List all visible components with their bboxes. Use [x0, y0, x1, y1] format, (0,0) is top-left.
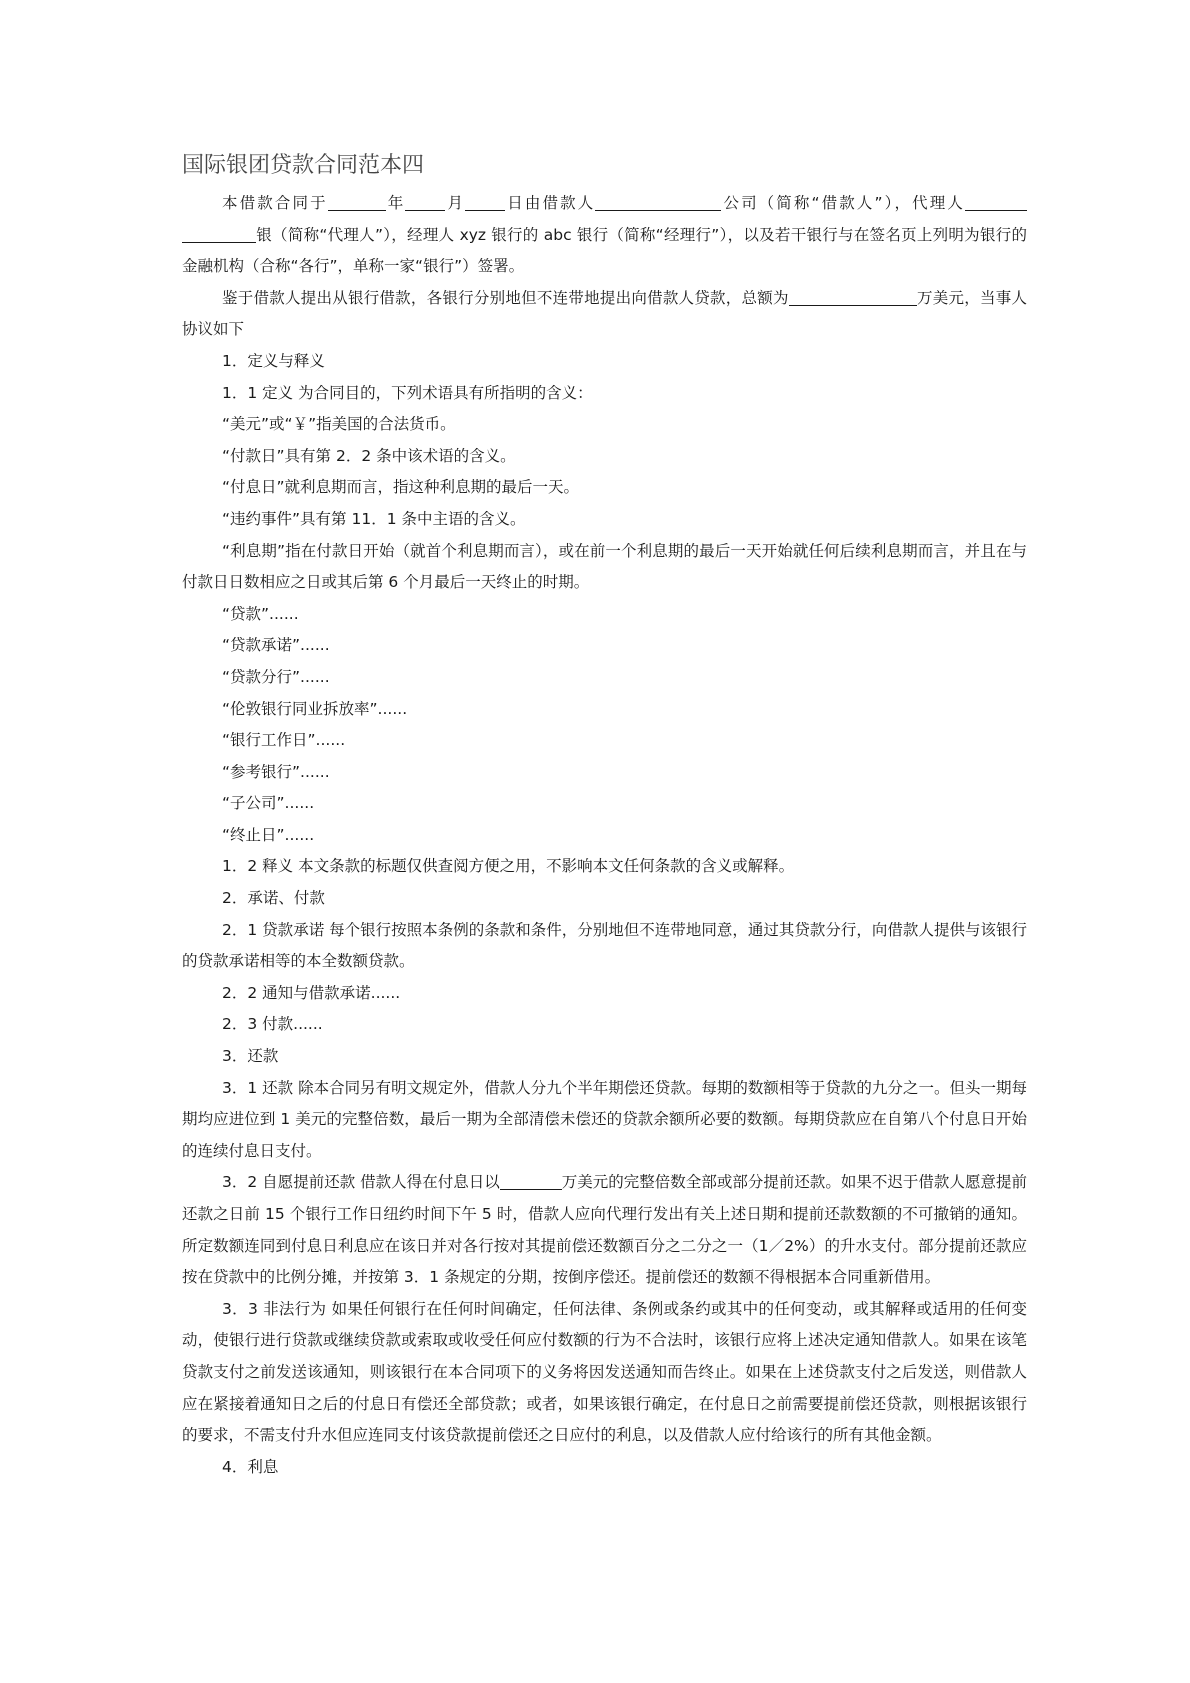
clause-paragraph-3-3: 3．3 非法行为 如果任何银行在任何时间确定，任何法律、条例或条约或其中的任何变动，或其解释或适用的任何变动，使银行进行贷款或继续贷款或索取或收受任何应付数额的行为不合法时，该银行应将上述决定通知借款人。如果在该笔贷款支付之前发送该通知，则该银行在本合同项下的义务将因发送通知而告终止。如果在上述贷款支付之后发送，则借款人应在紧接着通知日之后的付息日有偿还全部贷款；或者，如果该银行确定，在付息日之前需要提前偿还贷款，则根据该银行的要求，不需支付升水但应连同支付该贷款提前偿还之日应付的利息，以及借款人应付给该行的所有其他金额。: [182, 1299, 1027, 1445]
clause-paragraph: “银行工作日”......: [222, 731, 346, 750]
clause-paragraph: “贷款承诺”......: [222, 636, 330, 655]
document-page: [182, 150, 1027, 1483]
clause-paragraph: “违约事件”具有第 11．1 条中主语的含义。: [222, 509, 526, 528]
clause-text: 3．2 自愿提前还款 借款人得在付息日以: [222, 1173, 500, 1192]
clause-paragraph: 1．2 释义 本文条款的标题仅供查阅方便之用，不影响本文任何条款的含义或解释。: [222, 857, 795, 876]
clause-paragraph: 2．2 通知与借款承诺......: [222, 983, 401, 1002]
blank-field-year: [328, 193, 386, 211]
blank-field-day: [465, 193, 505, 211]
clause-paragraph: 1．定义与释义: [222, 351, 325, 370]
blank-field-amount: [789, 288, 917, 306]
preamble-text: 本借款合同于: [222, 194, 328, 212]
clause-heading-4: 4．利息: [222, 1457, 279, 1476]
clause-paragraph: “参考银行”......: [222, 762, 330, 781]
clause-paragraph: “付款日”具有第 2．2 条中该术语的含义。: [222, 446, 516, 465]
clause-paragraph: 3．1 还款 除本合同另有明文规定外，借款人分九个半年期偿还贷款。每期的数额相等于贷款的九分之一。但头一期每期均应进位到 1 美元的完整倍数，最后一期为全部清偿未偿还的贷款余额所必要的数额。每期贷款应在自第八个付息日开始的连续付息日支付。: [182, 1078, 1027, 1160]
recital-text: 鉴于借款人提出从银行借款，各银行分别地但不连带地提出向借款人贷款，总额为: [222, 288, 789, 307]
clause-paragraph: 1．1 定义 为合同目的，下列术语具有所指明的含义：: [222, 383, 593, 402]
clause-paragraph: “贷款分行”......: [222, 667, 330, 686]
clause-paragraph: 2．1 贷款承诺 每个银行按照本条例的条款和条件，分别地但不连带地同意，通过其贷款分行，向借款人提供与该银行的贷款承诺相等的本全数额贷款。: [182, 920, 1027, 971]
clause-paragraph: “美元”或“￥”指美国的合法货币。: [222, 415, 456, 434]
clause-paragraph-3-2: [182, 1167, 1027, 1293]
recital-paragraph: [182, 283, 1027, 346]
blank-field-prepay-amount: [500, 1172, 562, 1190]
blank-field-agent-b: [182, 225, 256, 243]
preamble-text: 公司（简称“借款人”），代理人: [721, 194, 965, 212]
preamble-text: 日由借款人: [505, 194, 596, 212]
blank-field-borrower: [595, 193, 721, 211]
preamble-text: 月: [445, 194, 466, 212]
clause-paragraph: “付息日”就利息期而言，指这种利息期的最后一天。: [222, 478, 580, 497]
blank-field-month: [405, 193, 445, 211]
blank-field-agent-a: [965, 193, 1027, 211]
clause-paragraph: “贷款”......: [222, 604, 299, 623]
clause-paragraph: “利息期”指在付款日开始（就首个利息期而言），或在前一个利息期的最后一天开始就任何后续利息期而言，并且在与付款日日数相应之日或其后第 6 个月最后一天终止的时期。: [182, 541, 1027, 592]
clause-text: 万美元的完整倍数全部或部分提前还款。如果不迟于借款人愿意提前还款之日前 15 个银行工作日纽约时间下午 5 时，借款人应向代理行发出有关上述日期和提前还款数额的不可撤销的通知。所定数额连同到付息日利息应在该日并对各行按对其提前偿还数额百分之二分之一（1／2%）的升水支付。部分提前还款应按在贷款中的比例分摊，并按第 3．1 条规定的分期，按倒序偿还。提前偿还的数额不得根据本合同重新借用。: [182, 1173, 1027, 1287]
clause-paragraph: “伦敦银行同业拆放率”......: [222, 699, 408, 718]
preamble-paragraph: [182, 188, 1027, 283]
clause-paragraph: 2．承诺、付款: [222, 889, 325, 908]
recital-text: 万美元，当事人协议如下: [182, 288, 1027, 339]
clause-paragraph: 3．还款: [222, 1047, 279, 1066]
clause-paragraph: 2．3 付款......: [222, 1015, 323, 1034]
clause-paragraph: “终止日”......: [222, 825, 315, 844]
clause-paragraph: “子公司”......: [222, 794, 315, 813]
preamble-text: 年: [385, 194, 406, 212]
preamble-text: 银（简称“代理人”），经理人 xyz 银行的 abc 银行（简称“经理行”），以及若干银行与在签名页上列明为银行的金融机构（合称“各行”，单称一家“银行”）签署。: [182, 225, 1027, 276]
document-title: 国际银团贷款合同范本四: [182, 153, 425, 178]
